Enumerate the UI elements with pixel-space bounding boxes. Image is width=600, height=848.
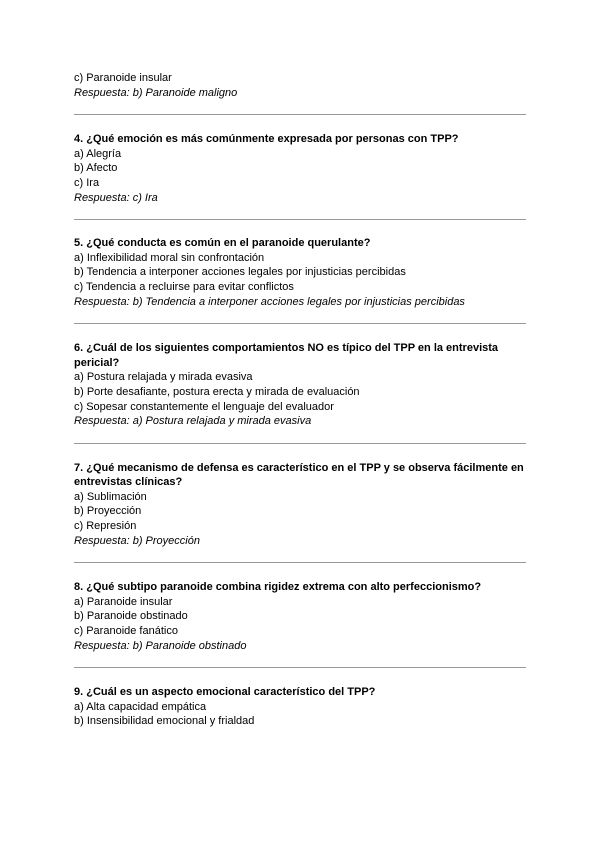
quiz-content [74,71,526,729]
answer-line: Respuesta: b) Paranoide maligno [74,86,238,99]
option: b) Tendencia a interponer acciones legales por injusticias percibidas [74,266,406,279]
option: a) Paranoide insular [74,595,173,608]
answer-line: Respuesta: c) Ira [74,191,158,204]
question-6 [74,341,526,429]
leading-fragment [74,71,526,100]
question-9 [74,685,526,729]
option: a) Alta capacidad empática [74,700,207,713]
option: b) Afecto [74,162,118,175]
option: c) Ira [74,176,100,189]
option: b) Proyección [74,505,142,518]
question-title: 9. ¿Cuál es un aspecto emocional característico del TPP? [74,686,376,699]
question-5 [74,236,526,309]
question-title: 4. ¿Qué emoción es más comúnmente expresada por personas con TPP? [74,133,459,146]
answer-line: Respuesta: b) Tendencia a interponer acciones legales por injusticias percibidas [74,295,465,308]
option: a) Postura relajada y mirada evasiva [74,371,253,384]
option: b) Paranoide obstinado [74,610,188,623]
option: c) Paranoide insular [74,72,172,84]
answer-line: Respuesta: a) Postura relajada y mirada evasiva [74,415,312,428]
question-title: 8. ¿Qué subtipo paranoide combina rigidez extrema con alto perfeccionismo? [74,581,482,594]
question-title: 7. ¿Qué mecanismo de defensa es característico en el TPP y se observa fácilmente en entrevistas clínicas? [74,461,524,489]
question-7 [74,461,526,549]
option: b) Insensibilidad emocional y frialdad [74,715,255,728]
option: c) Tendencia a recluirse para evitar conflictos [74,280,294,293]
option: c) Sopesar constantemente el lenguaje del evaluador [74,400,334,413]
question-title: 6. ¿Cuál de los siguientes comportamientos NO es típico del TPP en la entrevista pericial? [74,342,499,369]
answer-line: Respuesta: b) Proyección [74,534,200,547]
answer-line: Respuesta: b) Paranoide obstinado [74,639,247,652]
option: b) Porte desafiante, postura erecta y mirada de evaluación [74,385,360,398]
option: c) Paranoide fanático [74,625,178,638]
option: a) Alegría [74,147,122,160]
option: a) Sublimación [74,490,147,503]
question-4 [74,132,526,205]
option: c) Represión [74,520,137,533]
question-title: 5. ¿Qué conducta es común en el paranoide querulante? [74,237,371,250]
question-8 [74,580,526,653]
option: a) Inflexibilidad moral sin confrontación [74,251,265,264]
